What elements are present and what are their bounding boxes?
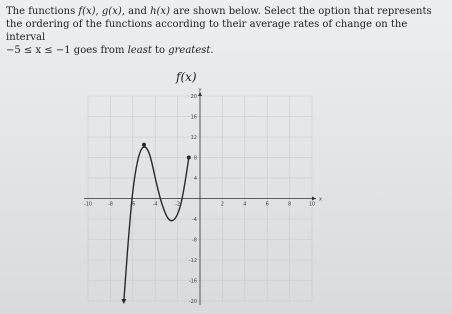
x-tick-label: 8 [288,201,292,208]
question-text-part: . [210,45,214,56]
x-axis-label: x [319,196,322,203]
x-tick-label: -2 [175,201,181,208]
y-tick-label: -16 [188,278,197,285]
x-tick-label: -10 [83,201,93,208]
y-tick-label: -4 [192,217,197,223]
x-tick-label: -4 [152,201,158,208]
function-h-label: h(x) [150,6,170,17]
greatest-word: greatest [168,45,211,56]
question-text-part: , [95,6,102,17]
y-tick-label: 8 [193,155,197,162]
y-tick-label: 4 [193,176,197,182]
question-text-part: The functions [6,6,79,17]
x-tick-label: -6 [130,201,136,208]
y-tick-label: 16 [190,114,197,121]
function-graph [80,86,320,311]
x-tick-label: 6 [265,201,269,208]
curve-end-arrow [121,299,126,304]
x-axis-arrow [312,197,316,201]
y-tick-label: 12 [190,135,197,141]
y-tick-label: -12 [188,258,197,264]
curve-point [142,143,146,147]
question-text-part: to [151,45,169,56]
question-text-part: , and [121,6,151,17]
x-tick-label: 4 [243,201,247,208]
curve-point [187,156,191,160]
x-tick-label: 2 [220,201,224,208]
y-axis-label: y [198,87,202,93]
function-curve [124,147,189,301]
y-tick-label: 20 [190,94,197,100]
interval-expression: −5 ≤ x ≤ −1 [6,45,71,56]
x-tick-label: -8 [107,201,113,208]
function-f-label: f(x) [78,6,96,17]
least-word: least [127,45,152,56]
x-tick-label: 10 [308,201,316,208]
graph-title: f(x) [176,70,197,84]
question-text-part: goes from [70,45,128,56]
y-tick-label: -8 [192,237,197,244]
question-text-part: are shown below. Select the option that represents the ordering of the functions according to their average rates of change on the interval [6,6,432,43]
question-text [6,5,446,57]
y-tick-label: -20 [188,299,197,305]
function-g-label: g(x) [101,6,122,17]
